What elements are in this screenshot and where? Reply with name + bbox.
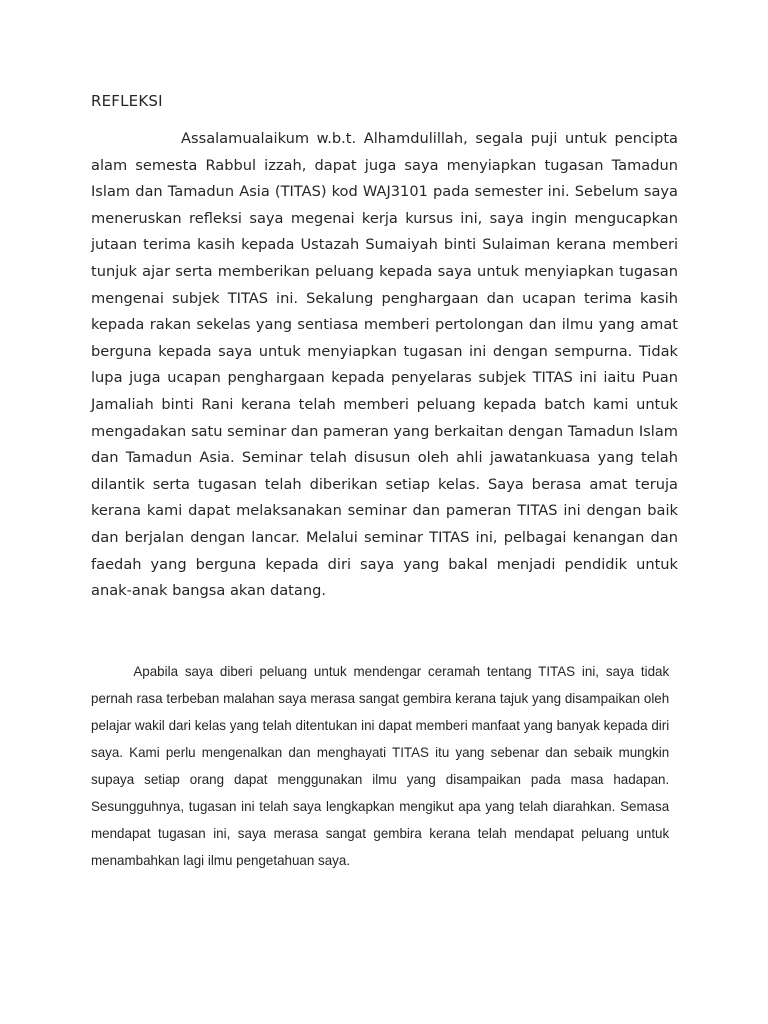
paragraph-reflection-1: Assalamualaikum w.b.t. Alhamdulillah, segala puji untuk pencipta alam semesta Rabbul izzah, dapat juga saya menyiapkan tugasan Tamadun Islam dan Tamadun Asia (TITAS) kod WAJ3101 pada semester ini. Sebelum saya meneruskan refleksi saya megenai kerja kursus ini, saya ingin mengucapkan jutaan terima kasih kepada Ustazah Sumaiyah binti Sulaiman kerana memberi tunjuk ajar serta memberikan peluang kepada saya untuk menyiapkan tugasan mengenai subjek TITAS ini. Sekalung penghargaan dan ucapan terima kasih kepada rakan sekelas yang sentiasa memberi pertolongan dan ilmu yang amat berguna kepada saya untuk menyiapkan tugasan ini dengan sempurna. Tidak lupa juga ucapan penghargaan kepada penyelaras subjek TITAS ini iaitu Puan Jamaliah binti Rani kerana telah memberi peluang kepada batch kami untuk mengadakan satu seminar dan pameran yang berkaitan dengan Tamadun Islam dan Tamadun Asia. Seminar telah disusun oleh ahli jawatankuasa yang telah dilantik serta tugasan telah diberikan setiap kelas. Saya berasa amat teruja kerana kami dapat melaksanakan seminar dan pameran TITAS ini dengan baik dan berjalan dengan lancar. Melalui seminar TITAS ini, pelbagai kenangan dan faedah yang berguna kepada diri saya yang bakal menjadi pendidik untuk anak-anak bangsa akan datang. bbox=[91, 130, 678, 600]
paragraph-reflection-2: Apabila saya diberi peluang untuk mendengar ceramah tentang TITAS ini, saya tidak pernah rasa terbeban malahan saya merasa sangat gembira kerana tajuk yang disampaikan oleh pelajar wakil dari kelas yang telah ditentukan ini dapat memberi manfaat yang banyak kepada diri saya. Kami perlu mengenalkan dan menghayati TITAS itu yang sebenar dan sebaik mungkin supaya setiap orang dapat menggunakan ilmu yang disampaikan pada masa hadapan. Sesungguhnya, tugasan ini telah saya lengkapkan mengikut apa yang telah diarahkan. Semasa mendapat tugasan ini, saya merasa sangat gembira kerana telah mendapat peluang untuk menambahkan lagi ilmu pengetahuan saya. bbox=[91, 664, 670, 868]
page-title: REFLEKSI bbox=[91, 92, 163, 110]
